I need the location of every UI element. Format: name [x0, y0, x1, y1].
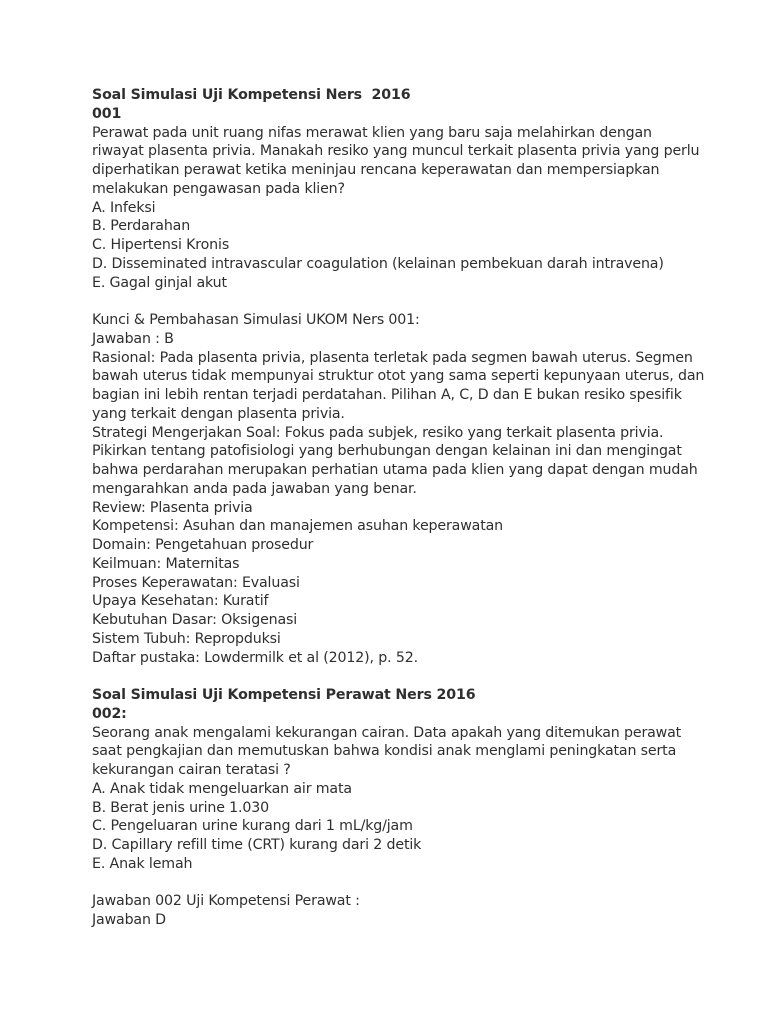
paragraph-gap	[92, 667, 692, 686]
answer-line: bagian ini lebih rentan terjadi perdatahan. Pilihan A, C, D dan E bukan resiko spesifik	[92, 387, 682, 403]
question-text-line: Perawat pada unit ruang nifas merawat klien yang baru saja melahirkan dengan	[92, 124, 652, 141]
answer-line: yang terkait dengan plasenta privia.	[92, 405, 345, 422]
question-number: 002:	[92, 705, 127, 722]
answer-line: Review: Plasenta privia	[92, 499, 253, 516]
answer-line: Pikirkan tentang patofisiologi yang berhubungan dengan kelainan ini dan mengingat	[92, 443, 682, 460]
answer-line: Jawaban : B	[92, 330, 174, 347]
answer-option: D. Disseminated intravascular coagulation (kelainan pembekuan darah intravena)	[92, 255, 664, 272]
answer-line: Domain: Pengetahuan prosedur	[92, 537, 314, 553]
answer-line: Sistem Tubuh: Repropduksi	[92, 630, 281, 647]
question-text-line: kekurangan cairan teratasi ?	[92, 762, 291, 778]
answer-option: A. Infeksi	[92, 199, 156, 216]
answer-line: mengarahkan anda pada jawaban yang benar.	[92, 480, 417, 497]
answer-line: Keilmuan: Maternitas	[92, 555, 240, 572]
question-001	[92, 86, 700, 292]
question-heading: Soal Simulasi Uji Kompetensi Perawat Ners 2016	[92, 687, 476, 703]
answer-line: bahwa perdarahan merupakan perhatian utama pada klien yang dapat dengan mudah	[92, 462, 698, 478]
document-page	[92, 86, 705, 930]
question-text-line: Seorang anak mengalami kekurangan cairan. Data apakah yang ditemukan perawat	[92, 724, 682, 741]
answer-option: A. Anak tidak mengeluarkan air mata	[92, 780, 352, 797]
answer-option: B. Perdarahan	[92, 218, 191, 235]
answer-line: Proses Keperawatan: Evaluasi	[92, 574, 300, 591]
answer-line: Strategi Mengerjakan Soal: Fokus pada subjek, resiko yang terkait plasenta privia.	[92, 424, 664, 441]
paragraph-gap	[92, 874, 692, 893]
answer-001	[92, 311, 705, 667]
answer-option: D. Capillary refill time (CRT) kurang dari 2 detik	[92, 837, 422, 853]
question-text-line: saat pengkajian dan memutuskan bahwa kondisi anak menglami peningkatan serta	[92, 743, 677, 760]
answer-line: Kompetensi: Asuhan dan manajemen asuhan keperawatan	[92, 518, 503, 535]
answer-line: Kebutuhan Dasar: Oksigenasi	[92, 612, 298, 628]
question-heading: Soal Simulasi Uji Kompetensi Ners 2016	[92, 87, 411, 103]
answer-line: Jawaban D	[92, 912, 166, 928]
answer-option: C. Hipertensi Kronis	[92, 237, 230, 253]
answer-line: Jawaban 002 Uji Kompetensi Perawat :	[92, 893, 360, 910]
answer-line: Daftar pustaka: Lowdermilk et al (2012), p. 52.	[92, 649, 418, 666]
answer-line: Upaya Kesehatan: Kuratif	[92, 593, 269, 610]
answer-option: E. Anak lemah	[92, 855, 193, 872]
answer-line: Kunci & Pembahasan Simulasi UKOM Ners 001:	[92, 312, 420, 328]
answer-option: E. Gagal ginjal akut	[92, 274, 227, 291]
answer-line: bawah uterus tidak mempunyai struktur otot yang sama seperti kepunyaan uterus, dan	[92, 368, 705, 385]
answer-002	[92, 892, 692, 930]
paragraph-gap	[92, 292, 692, 311]
question-number: 001	[92, 105, 122, 122]
answer-option: C. Pengeluaran urine kurang dari 1 mL/kg/jam	[92, 818, 413, 835]
answer-line: Rasional: Pada plasenta privia, plasenta terletak pada segmen bawah uterus. Segmen	[92, 349, 693, 366]
question-002	[92, 686, 692, 874]
answer-option: B. Berat jenis urine 1.030	[92, 799, 270, 816]
question-text-line: diperhatikan perawat ketika meninjau rencana keperawatan dan mempersiapkan	[92, 162, 660, 178]
question-text-line: melakukan pengawasan pada klien?	[92, 180, 345, 197]
question-text-line: riwayat plasenta privia. Manakah resiko yang muncul terkait plasenta privia yang perlu	[92, 143, 700, 160]
